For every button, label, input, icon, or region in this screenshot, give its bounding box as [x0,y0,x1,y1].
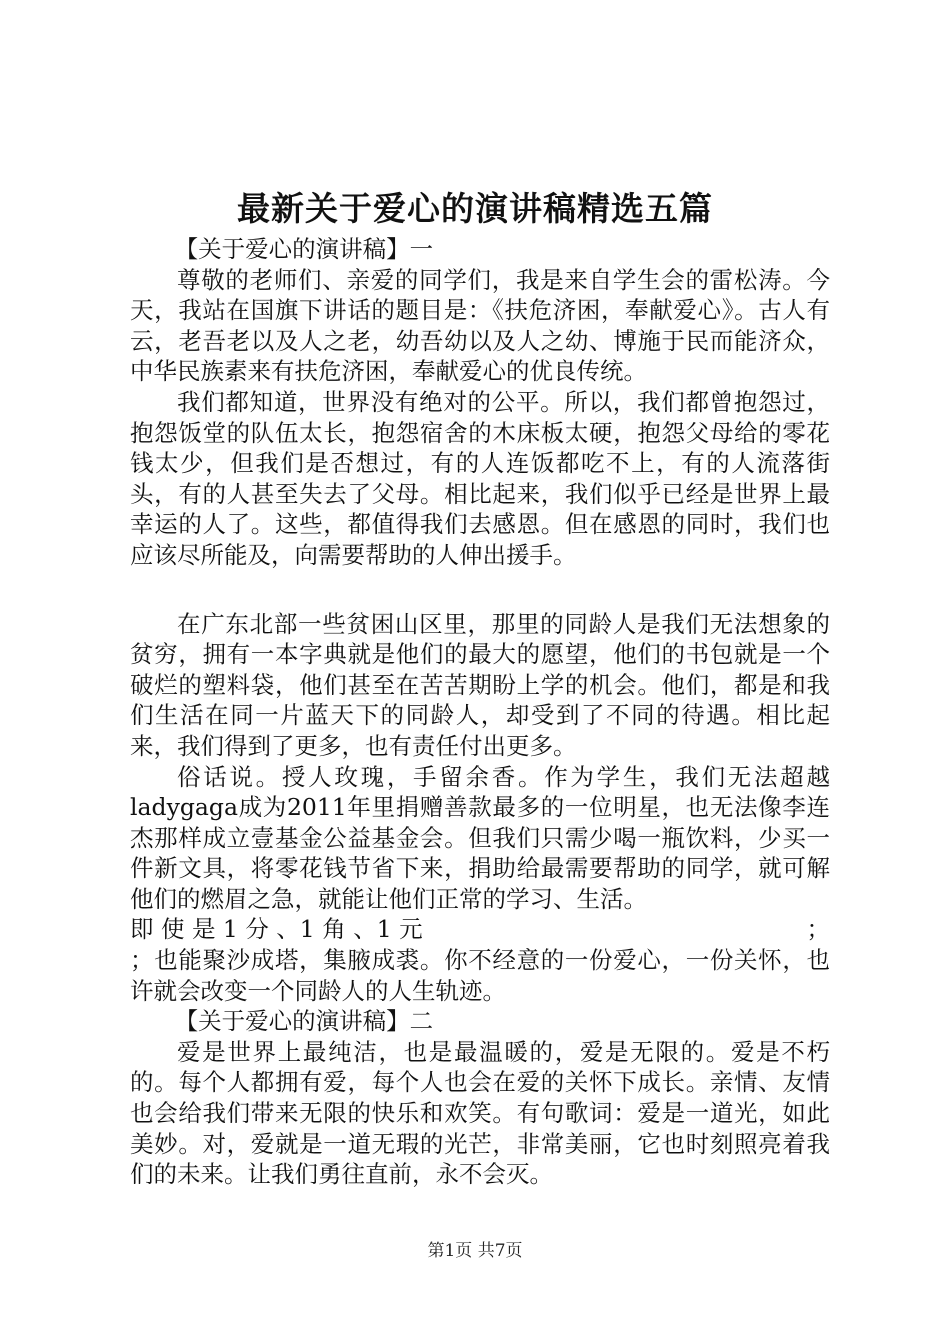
paragraph-4-spaced-line [130,914,830,945]
document-body [130,234,830,1190]
document-title: 最新关于爱心的演讲稿精选五篇 [237,189,713,228]
paragraph-4-spaced-left: 即 使 是 1 分 、1 角 、1 元 [130,915,423,944]
paragraph-4-spaced-right: ； [806,915,830,944]
paragraph-1: 尊敬的老师们、亲爱的同学们，我是来自学生会的雷松涛。今天，我站在国旗下讲话的题目是：《扶危济困，奉献爱心》。古人有云，老吾老以及人之老，幼吾幼以及人之幼、博施于民而能济众，中华民族素来有扶危济困，奉献爱心的优良传统。 [130,265,830,386]
paragraph-4: 俗话说。授人玫瑰，手留余香。作为学生，我们无法超越ladygaga成为2011年里捐赠善款最多的一位明星，也无法像李连杰那样成立壹基金公益基金会。但我们只需少喝一瓶饮料，少买一件新文具，将零花钱节省下来，捐助给最需要帮助的同学，就可解他们的燃眉之急，就能让他们正常的学习、生活。 [130,762,830,913]
page-footer: 第1页 共7页 [427,1241,523,1261]
section-heading-2: 【关于爱心的演讲稿】二 [174,1007,434,1036]
paragraph-5: 爱是世界上最纯洁，也是最温暖的，爱是无限的。爱是不朽的。每个人都拥有爱，每个人也会在爱的关怀下成长。亲情、友情也会给我们带来无限的快乐和欢笑。有句歌词：爱是一道光，如此美妙。对，爱就是一道无瑕的光芒，非常美丽，它也时刻照亮着我们的未来。让我们勇往直前，永不会灭。 [130,1037,830,1189]
paragraph-2: 我们都知道，世界没有绝对的公平。所以，我们都曾抱怨过，抱怨饭堂的队伍太长，抱怨宿舍的木床板太硬，抱怨父母给的零花钱太少，但我们是否想过，有的人连饭都吃不上，有的人流落街头，有的人甚至失去了父母。相比起来，我们似乎已经是世界上最幸运的人了。这些，都值得我们去感恩。但在感恩的同时，我们也应该尽所能及，向需要帮助的人伸出援手。 [130,387,830,569]
paragraph-4-tail: ；也能聚沙成塔，集腋成裘。你不经意的一份爱心，一份关怀，也许就会改变一个同龄人的人生轨迹。 [130,946,830,1005]
section-heading-1: 【关于爱心的演讲稿】一 [174,235,434,263]
paragraph-gap [130,571,830,609]
paragraph-3: 在广东北部一些贫困山区里，那里的同龄人是我们无法想象的贫穷，拥有一本字典就是他们的最大的愿望，他们的书包就是一个破烂的塑料袋，他们甚至在苦苦期盼上学的机会。他们，都是和我们生活在同一片蓝天下的同龄人，却受到了不同的待遇。相比起来，我们得到了更多，也有责任付出更多。 [130,609,830,760]
